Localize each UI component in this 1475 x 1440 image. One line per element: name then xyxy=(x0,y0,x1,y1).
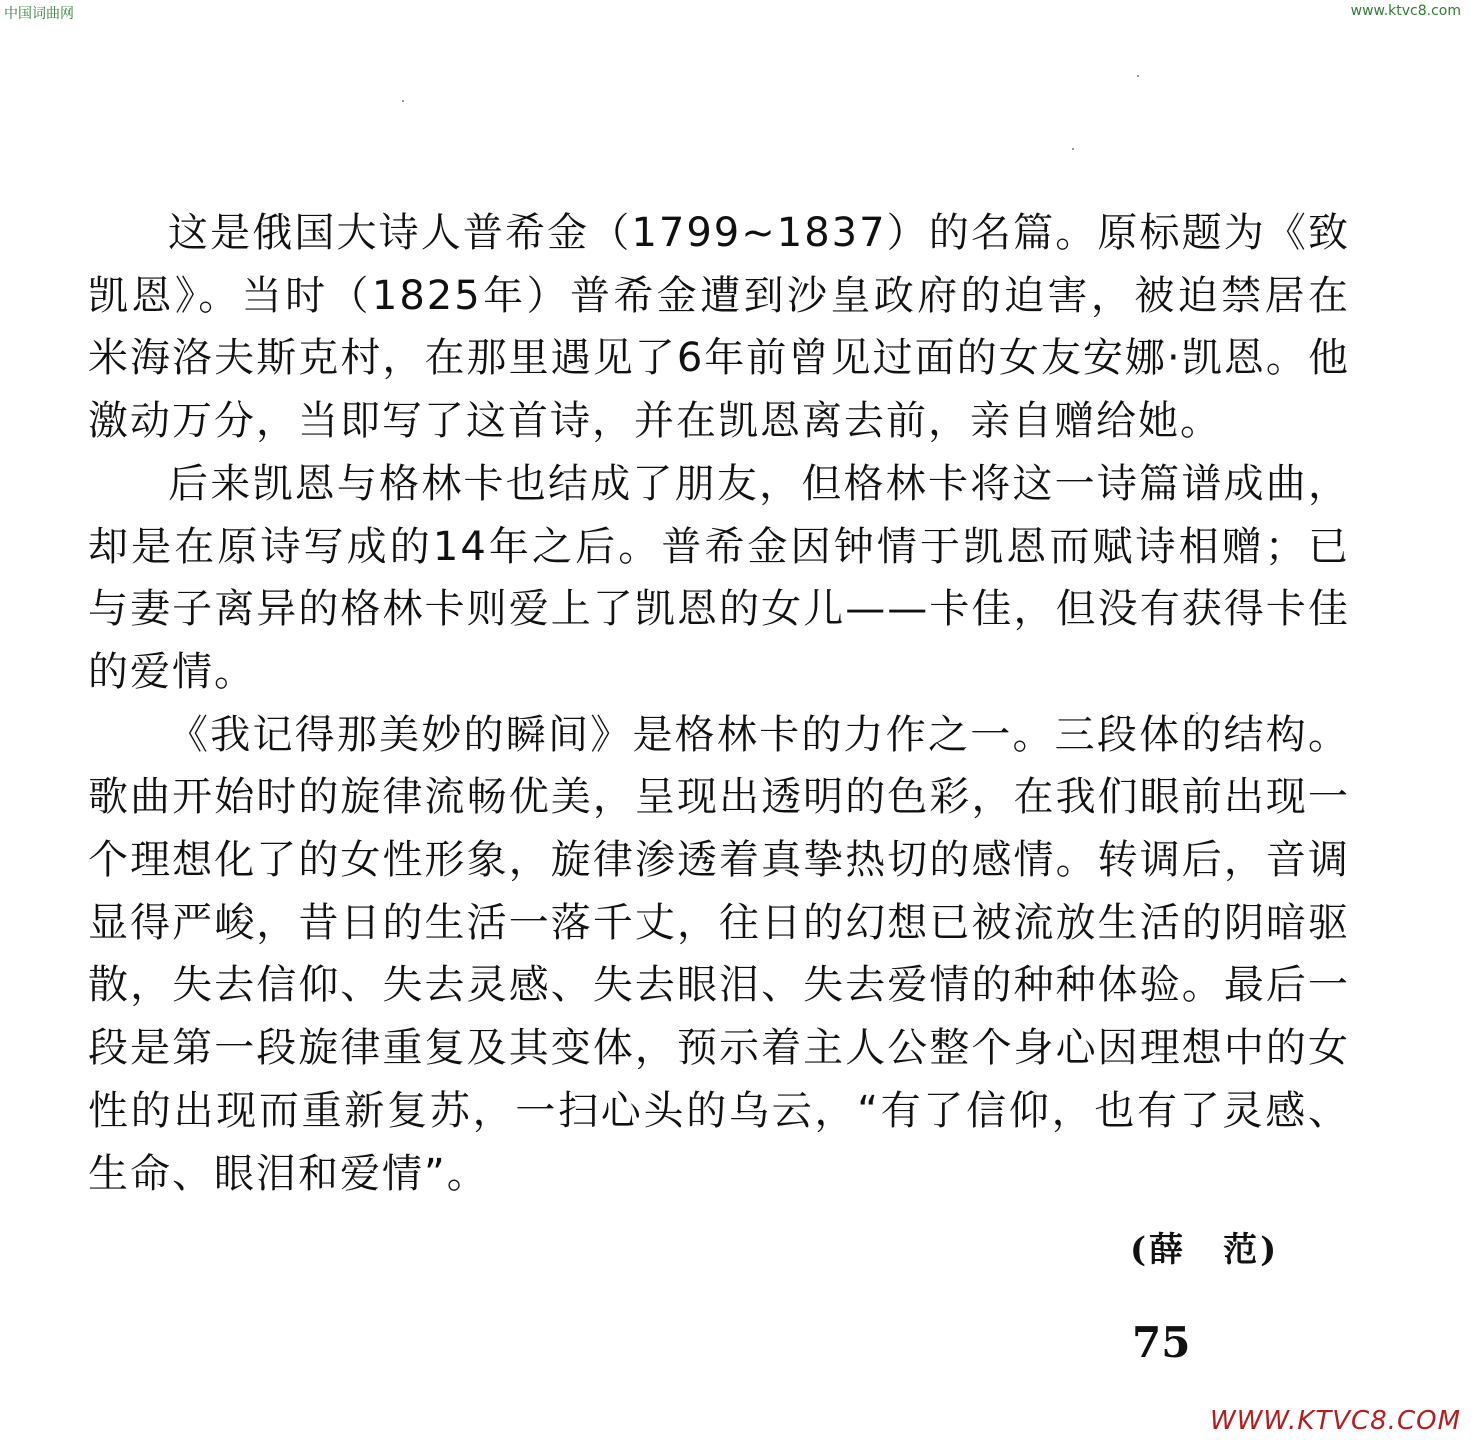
scan-speck xyxy=(1137,75,1139,77)
author-credit: (薛 范) xyxy=(1130,1230,1280,1270)
scan-speck xyxy=(1072,148,1074,150)
scan-speck xyxy=(402,100,404,102)
watermark-top-right: www.ktvc8.com xyxy=(1350,3,1461,19)
watermark-bottom-right: WWW.KTVC8.COM xyxy=(1210,1406,1461,1436)
paragraph-3: 《我记得那美妙的瞬间》是格林卡的力作之一。三段体的结构。歌曲开始时的旋律流畅优美，呈现出透明的色彩，在我们眼前出现一个理想化了的女性形象，旋律渗透着真挚热切的感情。转调后，音调显得严峻，昔日的生活一落千丈，往日的幻想已被流放生活的阴暗驱散，失去信仰、失去灵感、失去眼泪、失去爱情的种种体验。最后一段是第一段旋律重复及其变体，预示着主人公整个身心因理想中的女性的出现而重新复苏，一扫心头的乌云，“有了信仰，也有了灵感、生命、眼泪和爱情”。 xyxy=(88,711,1350,1197)
article-body xyxy=(88,202,1350,1205)
watermark-top-left: 中国词曲网 xyxy=(4,6,74,22)
page-number: 75 xyxy=(1132,1318,1191,1367)
paragraph-2: 后来凯恩与格林卡也结成了朋友，但格林卡将这一诗篇谱成曲，却是在原诗写成的14年之后。普希金因钟情于凯恩而赋诗相赠；已与妻子离异的格林卡则爱上了凯恩的女儿——卡佳，但没有获得卡佳的爱情。 xyxy=(88,460,1350,695)
paragraph-1: 这是俄国大诗人普希金（1799~1837）的名篇。原标题为《致凯恩》。当时（1825年）普希金遭到沙皇政府的迫害，被迫禁居在米海洛夫斯克村，在那里遇见了6年前曾见过面的女友安娜·凯恩。他激动万分，当即写了这首诗，并在凯恩离去前，亲自赠给她。 xyxy=(88,210,1350,445)
